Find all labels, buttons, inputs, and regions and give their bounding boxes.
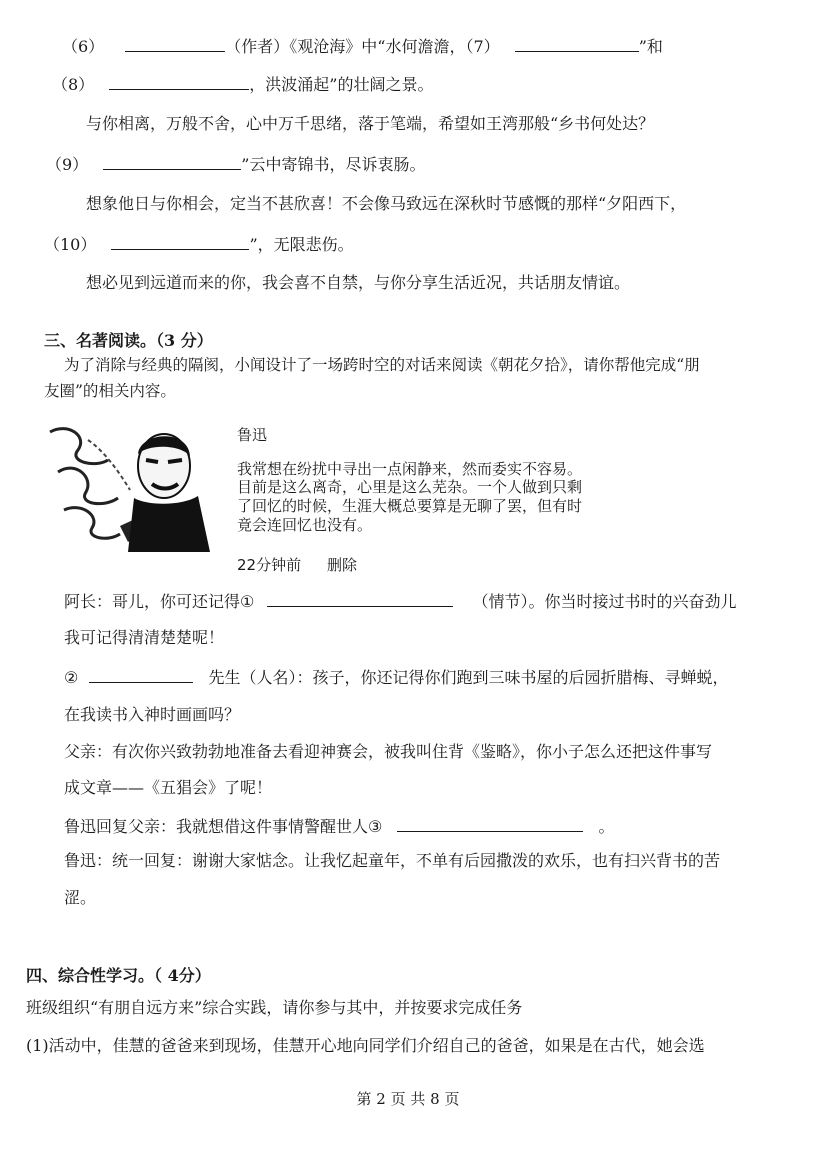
father-line-1: 父亲：有次你兴致勃勃地准备去看迎神赛会，被我叫住背《鉴略》，你小子怎么还把这件事写 — [64, 742, 713, 761]
answer-blank-circle-2[interactable] — [89, 666, 193, 683]
paragraph-welcome: 想必见到远道而来的你，我会喜不自禁，与你分享生活近况，共话朋友情谊。 — [86, 273, 631, 292]
a-chang-text-post: （情节）。你当时接过书时的兴奋劲儿 — [472, 592, 737, 611]
post-line-1: 我常想在纷扰中寻出一点闲静来，然而委实不容易。 — [237, 460, 583, 478]
reply-father-end: 。 — [598, 817, 615, 836]
lu-xun-reply-line-2: 涩。 — [64, 888, 97, 907]
circled-number-1: ① — [240, 592, 255, 611]
teacher-line-2: 在我读书入神时画画吗？ — [64, 705, 241, 724]
post-delete-link[interactable]: 删除 — [327, 556, 358, 574]
line-9 — [46, 153, 425, 176]
teacher-text: 先生（人名）：孩子，你还记得你们跑到三味书屋的后园折腊梅、寻蝉蜕， — [208, 668, 729, 687]
answer-blank-7[interactable] — [515, 35, 639, 52]
section-3-intro-2: 友圈”的相关内容。 — [44, 382, 176, 400]
circled-number-2: ② — [64, 668, 79, 687]
page-number: 第 2 页 共 8 页 — [356, 1090, 460, 1108]
line-6-text: （作者）《观沧海》中“水何澹澹，（7） — [225, 37, 500, 56]
item-number-9: （9） — [46, 155, 89, 174]
lu-xun-portrait-image — [48, 410, 214, 552]
section-4-question-1: (1)活动中，佳慧的爸爸来到现场，佳慧开心地向同学们介绍自己的爸爸，如果是在古代，她会选 — [26, 1036, 705, 1055]
post-author: 鲁迅 — [237, 426, 268, 444]
lu-xun-reply-line-1: 鲁迅：统一回复：谢谢大家惦念。让我忆起童年，不单有后园撒泼的欢乐，也有扫兴背书的苦 — [64, 851, 721, 870]
item-number-10: （10） — [44, 235, 97, 254]
father-line-2: 成文章——《五猖会》了呢！ — [64, 778, 273, 797]
line-6-end: ”和 — [638, 37, 663, 56]
answer-blank-circle-1[interactable] — [267, 590, 453, 607]
a-chang-line-1 — [64, 590, 737, 613]
reply-father-line — [64, 815, 615, 838]
line-10 — [44, 233, 354, 256]
line-6 — [62, 35, 663, 58]
a-chang-text: 阿长：哥儿，你可还记得 — [64, 592, 241, 611]
item-number-6: （6） — [62, 37, 105, 56]
line-9-text: ”云中寄锦书，尽诉衷肠。 — [241, 155, 426, 174]
section-4-intro: 班级组织“有朋自远方来”综合实践，请你参与其中，并按要求完成任务 — [26, 998, 523, 1017]
answer-blank-circle-3[interactable] — [397, 815, 583, 832]
answer-blank-6[interactable] — [125, 35, 225, 52]
section-4-heading: 四、综合性学习。（ 4分） — [26, 966, 211, 985]
section-3-heading: 三、名著阅读。（3 分） — [44, 331, 213, 350]
circled-number-3: ③ — [368, 817, 383, 836]
answer-blank-10[interactable] — [111, 233, 249, 250]
line-10-text: ”，无限悲伤。 — [249, 235, 354, 254]
answer-blank-8[interactable] — [109, 73, 249, 90]
paragraph-lipart: 与你相离，万般不舍，心中万千思绪，落于笔端，希望如王湾那般“乡书何处达？ — [86, 114, 655, 133]
answer-blank-9[interactable] — [103, 153, 241, 170]
post-time: 22分钟前 — [237, 556, 302, 574]
post-line-4: 竟会连回忆也没有。 — [237, 516, 373, 534]
post-line-2: 目前是这么离奇，心里是这么芜杂。一个人做到只剩 — [237, 478, 583, 496]
a-chang-line-2: 我可记得清清楚楚呢！ — [64, 628, 225, 647]
reply-father-text: 鲁迅回复父亲：我就想借这件事情警醒世人 — [64, 817, 369, 836]
teacher-line-1 — [64, 666, 729, 689]
line-8-text: ，洪波涌起”的壮阔之景。 — [249, 75, 434, 94]
line-8 — [52, 73, 433, 96]
item-number-8: （8） — [52, 75, 95, 94]
paragraph-meet: 想象他日与你相会，定当不甚欣喜！不会像马致远在深秋时节感慨的那样“夕阳西下， — [86, 194, 687, 213]
post-line-3: 了回忆的时候，生涯大概总要算是无聊了罢，但有时 — [237, 497, 583, 515]
section-3-intro-1: 为了消除与经典的隔阂，小闻设计了一场跨时空的对话来阅读《朝花夕拾》，请你帮他完成“朋 — [64, 356, 700, 374]
